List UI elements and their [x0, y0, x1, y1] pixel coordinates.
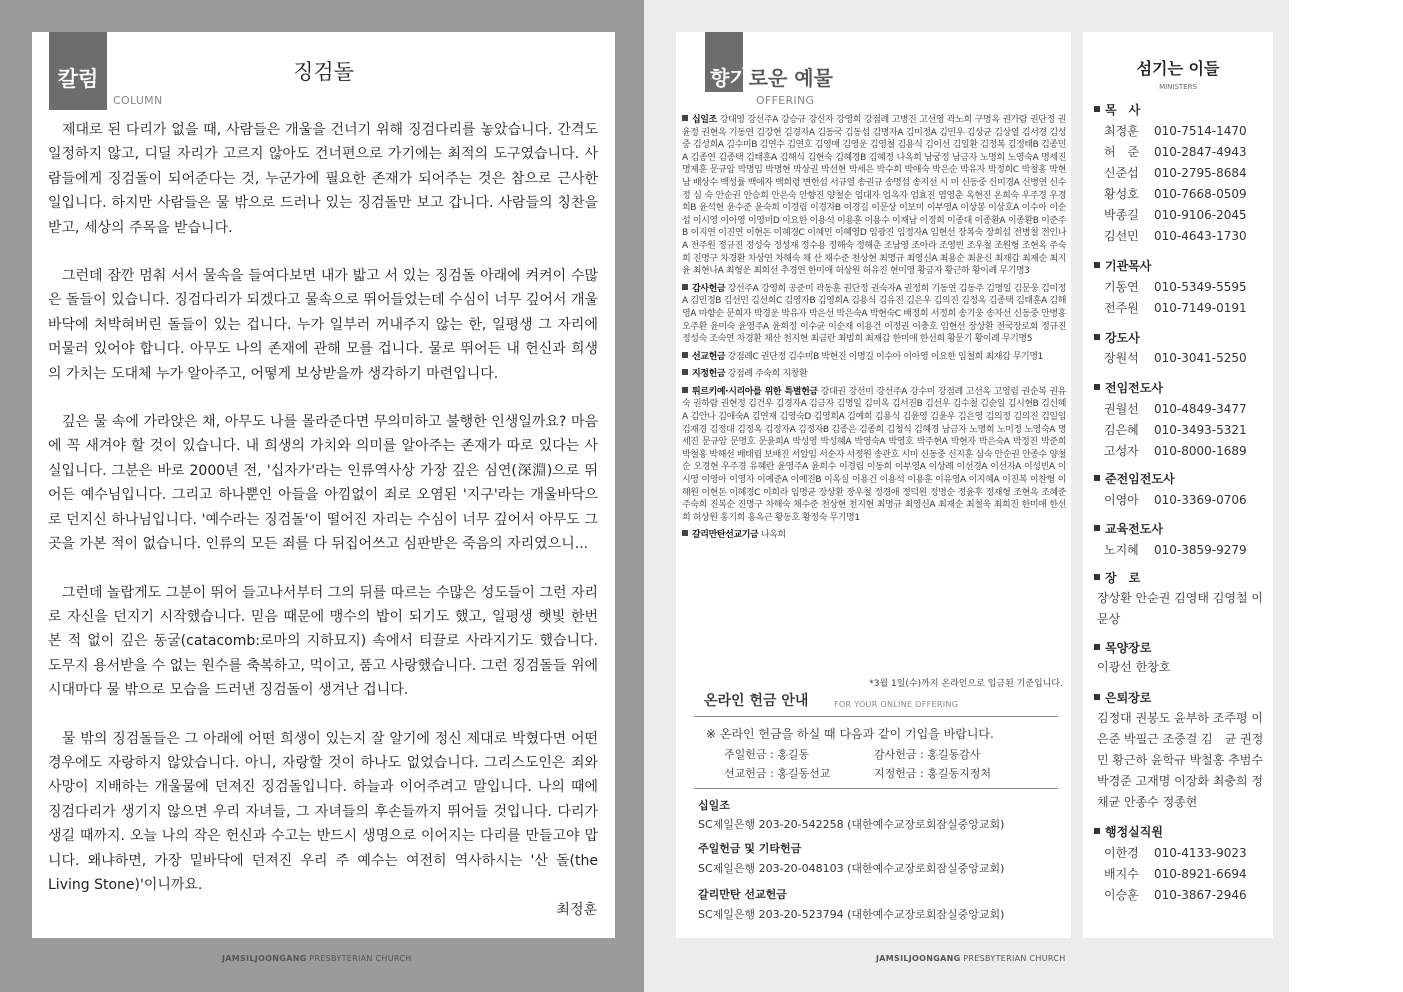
person-name: 이한경: [1104, 846, 1139, 860]
person-phone: 010-2795-8684: [1154, 166, 1247, 180]
offering-group: [682, 114, 1066, 278]
person-name: 전주원: [1104, 301, 1139, 315]
online-intro: ※ 온라인 헌금을 하실 때 다음과 같이 기입을 바랍니다.: [706, 727, 994, 741]
person-row: [1104, 349, 1247, 366]
person-row: [1104, 227, 1247, 244]
person-row: [1104, 491, 1247, 508]
online-offering-sub: FOR YOUR ONLINE OFFERING: [834, 700, 959, 709]
person-name: 허 준: [1104, 145, 1140, 159]
offering-group: [682, 368, 1066, 381]
person-name: 이영아: [1104, 493, 1139, 507]
person-phone: 010-3041-5250: [1154, 351, 1247, 365]
online-example: 감사헌금 : 홍길동감사: [874, 748, 981, 761]
person-row: [1104, 278, 1247, 295]
role-retired-elder: [1094, 689, 1151, 706]
column-paragraph: 물 밖의 징검돌들은 그 아래에 어떤 희생이 있는지 잘 알기에 정신 제대로 박혔다면 어떤 경우에도 자랑하지 않았습니다. 아니, 자랑할 것이 하나도 없었습니다. 그리스도인은 죄와 사망이 지배하는 개울물에 던져진 징검돌입니다. 하늘과 이어주려고 말입니다. 나의 때에 징검다리가 생기지 않으면 우리 자녀들, 그 자녀들의 후손들까지 뛰어들 것입니다. 다리가 생길 때까지. 오늘 나의 작은 헌신과 수고는 반드시 생명으로 이어지는 다리를 만들고야 맙니다. 왜냐하면, 가장 밑바닥에 던져진 우리 주 예수는 여전히 역사하시는 '산 돌(the Living Stone)'이니까요.: [48, 730, 598, 893]
offering-group-names: 나옥희: [760, 530, 786, 541]
role-label: 행정실직원: [1105, 825, 1163, 839]
online-example: 선교헌금 : 홍길동선교: [724, 767, 831, 780]
person-row: [1104, 421, 1247, 438]
footer-right-bold: JAMSILJOONGANG: [876, 954, 961, 963]
person-name: 배지수: [1104, 867, 1139, 881]
person-name: 김선민: [1104, 229, 1139, 243]
square-bullet-icon: [682, 284, 688, 290]
offering-group-names: 강점례 주숙희 지창환: [727, 369, 808, 380]
column-paragraph: 제대로 된 다리가 없을 때, 사람들은 개울을 건너기 위해 징검다리를 놓았습니다. 간격도 일정하지 않고, 디딜 자리가 고르지 않아도 건너편으로 가기에는 최적의 도구였습니다. 사람들에게 징검돌이 되어준다는 것, 누군가에 필요한 존재가 되어주는 것은 참으로 근사한 일입니다. 하지만 사람들은 물 밖으로 드러나 있는 징검돌만 보고 갑니다. 사람들의 칭찬을 받고, 세상의 주목을 받습니다.: [48, 122, 598, 236]
role-preacher: [1094, 329, 1140, 346]
column-paragraph: 그런데 잠깐 멈춰 서서 물속을 들여다보면 내가 밟고 서 있는 징검돌 아래에 켜켜이 수많은 돌들이 있습니다. 징검다리가 되겠다고 물속으로 뛰어들었는데 수심이 너무 깊어서 개울바닥에 처박혀버린 돌들이 있는 겁니다. 누가 일부러 꺼내주지 않는 한, 일평생 그 자리에 머물러 있어야 합니다. 아무도 나의 존재에 관해 모를 겁니다. 물로 뛰어든 내 헌신과 희생의 가치는 도대체 누가 알아주고, 어떻게 보상받을까 생각하기 마련입니다.: [48, 268, 598, 382]
person-row: [1104, 143, 1247, 160]
square-bullet-icon: [1094, 106, 1100, 112]
margin-background: [1289, 0, 1403, 992]
role-elder: [1094, 569, 1140, 586]
offering-title-tag: 향기: [710, 66, 749, 90]
footer-right-rest: PRESBYTERIAN CHURCH: [960, 954, 1066, 963]
person-row: [1104, 206, 1247, 223]
person-name: 이승훈: [1104, 888, 1139, 902]
role-semi-evangelist: [1094, 470, 1175, 487]
ministers-panel: [1083, 32, 1273, 938]
role-label: 목 사: [1105, 103, 1141, 117]
person-name: 최정훈: [1104, 124, 1139, 138]
person-phone: 010-2847-4943: [1154, 145, 1247, 159]
person-name: 박종길: [1104, 208, 1139, 222]
person-phone: 010-3859-9279: [1154, 543, 1247, 557]
person-row: [1104, 886, 1247, 903]
retired-elder-names: 김정대 권봉도 윤부하 조주평 이은준 박필근 조중걸 김 균 권정민 황근하 윤학규 박철홍 추범수 박경준 고재명 이장화 최충희 정채균 안종수 정종현: [1097, 711, 1264, 809]
footer-right: [876, 954, 1066, 963]
role-pastoral-elder: [1094, 639, 1151, 656]
role-org-pastor: [1094, 257, 1151, 274]
account-label: 십일조: [698, 799, 730, 812]
column-tag-sub: COLUMN: [113, 94, 163, 107]
person-row: [1104, 844, 1247, 861]
divider: [694, 788, 1058, 789]
person-name: 장원석: [1104, 351, 1139, 365]
person-name: 김은혜: [1104, 423, 1139, 437]
person-phone: 010-3867-2946: [1154, 888, 1247, 902]
square-bullet-icon: [682, 352, 688, 358]
person-phone: 010-7668-0509: [1154, 187, 1247, 201]
square-bullet-icon: [1094, 828, 1100, 834]
person-phone: 010-9106-2045: [1154, 208, 1247, 222]
offering-tag-sub: OFFERING: [756, 94, 815, 107]
person-name: 고성자: [1104, 444, 1139, 458]
ministers-sub: MINISTERS: [1159, 83, 1197, 91]
footer-left: [222, 954, 412, 963]
person-name: 황성호: [1104, 187, 1139, 201]
role-full-evangelist: [1094, 379, 1163, 396]
offering-group: [682, 386, 1066, 525]
square-bullet-icon: [1094, 574, 1100, 580]
role-pastor: [1094, 101, 1140, 118]
person-row: [1104, 299, 1247, 316]
square-bullet-icon: [1094, 384, 1100, 390]
offering-group-label: 지정헌금: [692, 369, 726, 380]
offering-group-names: 강선주A 강영희 공준미 곽동훈 권단정 권숙자A 권정희 기동연 김동주 김명일 김문웅 김미정A 김민정B 김선민 김선희C 김영자B 김영희A 김용식 김유진 김은우 김의진 김정옥 김종택 김태훈A 김해영A 마향순 문희자 박경운 박유자 박은선 박은숙A 박현숙C 배정희 서정희 송기웅 송자선 신동중 안병홍 오주환 윤미숙 윤영주A 윤희정 이수균 이순재 이용건 이정권 이충호 임현선 장상환 전국장로회 정규진 정성숙 조숙연 차경환 채산 천지현 최금란 최범희 최재갑 한미애 한선희 황문기 황이례 무기명5: [682, 283, 1066, 345]
footer-left-rest: PRESBYTERIAN CHURCH: [306, 954, 412, 963]
offering-group-label: 감사헌금: [692, 283, 726, 294]
offering-group: [682, 529, 1066, 542]
person-phone: 010-4643-1730: [1154, 229, 1247, 243]
divider: [694, 716, 1058, 717]
role-label: 전임전도사: [1105, 381, 1163, 395]
square-bullet-icon: [1094, 694, 1100, 700]
column-paragraph: 그런데 놀랍게도 그분이 뛰어 들고나서부터 그의 뒤를 따르는 수많은 성도들이 그런 자리로 자신을 던지기 시작했습니다. 믿음 때문에 맹수의 밥이 되기도 했고, 일평생 햇빛 한번 본 적 없이 깊은 동굴(catacomb:로마의 지하묘지) 속에서 티끌로 사라지기도 했습니다. 도무지 용서받을 수 없는 원수를 축복하고, 먹이고, 품고 사랑했습니다. 그런 징검돌들 위에 시대마다 물 밖으로 모습을 드러낸 징검돌이 생겨난 겁니다.: [48, 584, 598, 699]
role-label: 은퇴장로: [1105, 691, 1152, 705]
square-bullet-icon: [682, 530, 688, 536]
footer-left-bold: JAMSILJOONGANG: [222, 954, 307, 963]
offering-title-rest: 로운 예물: [748, 66, 833, 90]
role-label: 목양장로: [1105, 641, 1152, 655]
offering-group-names: 강점례C 권단정 김수미B 박현진 이명길 이수아 이아영 이요한 임철희 최재갑 무기명1: [727, 351, 1043, 362]
column-tag: 칼럼: [49, 32, 107, 110]
person-name: 노지혜: [1104, 543, 1139, 557]
person-row: [1104, 164, 1247, 181]
online-example: 지정헌금 : 홍길동지정처: [874, 767, 991, 780]
offering-list: [682, 114, 1066, 547]
person-row: [1104, 400, 1247, 417]
offering-group-label: 십일조: [692, 115, 717, 125]
account-label: 갈리만탄 선교헌금: [698, 888, 787, 901]
role-edu-evangelist: [1094, 520, 1163, 537]
account-value: SC제일은행 203-20-523794 (대한예수교장로회잠실중앙교회): [698, 908, 1005, 921]
square-bullet-icon: [1094, 475, 1100, 481]
person-phone: 010-4849-3477: [1154, 402, 1247, 416]
role-label: 장 로: [1105, 571, 1141, 585]
square-bullet-icon: [1094, 644, 1100, 650]
person-phone: 010-7514-1470: [1154, 124, 1247, 138]
role-label: 준전임전도사: [1105, 472, 1175, 486]
offering-group: [682, 283, 1066, 346]
elder-names: 장상환 안순권 김영태 김영철 이문상: [1097, 591, 1263, 626]
person-phone: 010-3369-0706: [1154, 493, 1247, 507]
person-phone: 010-8000-1689: [1154, 444, 1247, 458]
square-bullet-icon: [682, 387, 688, 393]
offering-title: [710, 62, 833, 91]
square-bullet-icon: [682, 369, 688, 375]
person-phone: 010-8921-6694: [1154, 867, 1247, 881]
person-name: 신준섭: [1104, 166, 1139, 180]
offering-group: [682, 351, 1066, 364]
role-label: 교육전도사: [1105, 522, 1163, 536]
person-row: [1104, 865, 1247, 882]
column-panel: [32, 32, 615, 938]
person-row: [1104, 185, 1247, 202]
account-value: SC제일은행 203-20-542258 (대한예수교장로회잠실중앙교회): [698, 818, 1005, 831]
online-example: 주일헌금 : 홍길동: [724, 748, 810, 761]
person-phone: 010-5349-5595: [1154, 280, 1247, 294]
column-title: 징검돌: [293, 60, 354, 84]
offering-panel: [676, 32, 1071, 938]
person-name: 권월선: [1104, 402, 1139, 416]
offering-group-names: 강대영 강선주A 강승규 강신자 강영희 강점례 고병진 고선영 곽노희 구명옥 권가람 권단정 권윤정 권현옥 기동연 김강현 김경자A 김동국 김동섭 김명자A 김미정A 김민우 김상균 김상열 김서경 김성중 김성희A 김수미B 김연수 김연호 김영매 김영운 김영철 김용식 김이선 김일환 김정복 김정태B 김종민A 김종연 김종택 김태훈A 김해식 김현숙 김혜경B 김혜정 나옥희 남궁정 남금자 노명희 노영숙A 명세진 명제훈 문규암 박명임 박명현 박상권 박선현 박세은 박수희 박애숙 박은순 박유자 박정희C 박철홍 박현남 배상수 백성률 백애자 백희령 변헌섭 서규열 송권규 송명섭 송지선 시 미 신동중 신미경A 신병연 신수정 심 숙 안순권 안승희 안은숙 안향진 양철순 엄대자 엄옥자 엄효진 염영춘 옥현진 온희숙 우주경 우경희B 윤석현 윤수준 윤숙희 이경림 이경자B 이경길 이문상 이보미 이부영A 이상봉 이상호A 이수아 이순섭 이시영 이아영 이영미D 이요한 이용석 이용훈 이용수 이재남 이정희 이종대 이종환A 이종환B 이준주B 이지연 이진연 이현돈 이혜경C 이혜민 이혜영D 임광진 임정자A 임현선 장복숙 장희섭 전병철 전인나A 전주원 정규진 정성숙 정성재 정수용 정해숙 정해춘 조남영 조아라 조영빈 조우철 조원형 조현옥 주숙희 진명구 차경환 차상연 차해숙 채 산 채수준 천상현 최명규 최영신A 최용순 최윤신 최재갑 최재순 최지윤 최현나A 최형운 최희선 추경연 한미애 허상원 허유진 현미영 황금자 황근하 황이례 무기명3: [682, 115, 1066, 277]
pastoral-elder-names: 이광선 한창호: [1097, 660, 1171, 674]
person-row: [1104, 122, 1247, 139]
offering-group-label: 갈리만탄선교기금: [692, 530, 759, 541]
person-name: 기동연: [1104, 280, 1139, 294]
person-row: [1104, 442, 1247, 459]
person-phone: 010-4133-9023: [1154, 846, 1247, 860]
square-bullet-icon: [1094, 525, 1100, 531]
column-body: [48, 118, 598, 901]
square-bullet-icon: [1094, 334, 1100, 340]
ministers-title: 섬기는 이들: [1136, 59, 1220, 78]
square-bullet-icon: [682, 115, 688, 121]
person-phone: 010-3493-5321: [1154, 423, 1247, 437]
square-bullet-icon: [1094, 262, 1100, 268]
role-office-staff: [1094, 823, 1163, 840]
role-label: 기관목사: [1105, 259, 1152, 273]
account-value: SC제일은행 203-20-048103 (대한예수교장로회잠실중앙교회): [698, 862, 1005, 875]
offering-group-label: 선교헌금: [692, 351, 726, 362]
account-label: 주일헌금 및 기타헌금: [698, 842, 802, 855]
offering-group-names: 강대권 강선미 강선주A 강수미 강점례 고선옥 고영림 권순복 권유숙 권하람 권현정 김건우 김경자A 김금자 김명일 김미옥 김서진B 김선우 김수철 김순일 김시현B 김신혜A 김안나 김애숙A 김연재 김영숙D 김영희A 김예희 김용식 김윤영 김윤우 김은영 김의정 김의진 김일임 김재경 김정대 김정옥 김정자A 김정자B 김종은 김종희 김청식 김혜경 남금자 노명희 노미정 노영숙A 명세진 문규암 문명호 문윤희A 박성영 박성혜A 박영숙A 박영호 박주현A 박현자 박은숙A 박정진 박준희 박철홍 박해선 배태림 보배진 서알임 서순자 서정원 송관호 시미 신동중 신지훈 심숙 안순권 안종수 양철순 오경현 우주경 유혜란 윤영주A 윤희수 이경림 이동희 이부영A 이상례 이선경A 이선자A 이성빈A 이시영 이영아 이영자 이예준A 이예진B 이옥실 이용건 이용석 이용훈 이유영A 이지혜A 이진복 이찬형 이해원 이현돈 이혜경C 이희라 임명균 장상환 장우철 정경애 정덕원 정명순 정윤후 정재형 조현옥 조혜준 주숙희 진복순 진명구 차해숙 채수준 천상현 천지현 최명규 최영신A 최재순 최철욱 최희진 한미애 한선희 허상원 홍기희 홍옥근 황동호 황정숙 무기명1: [682, 386, 1066, 523]
offering-note: *3월 1일(수)까지 온라인으로 입금된 기준입니다.: [869, 679, 1063, 689]
role-label: 강도사: [1105, 331, 1140, 345]
column-author: 최정훈: [556, 902, 597, 918]
person-phone: 010-7149-0191: [1154, 301, 1247, 315]
column-paragraph: 깊은 물 속에 가라앉은 채, 아무도 나를 몰라준다면 무의미하고 불행한 인생일까요? 마음에 꼭 새겨야 할 것이 있습니다. 내 희생의 가치와 의미를 알아주는 존재가 따로 있다는 사실입니다. 그분은 바로 2000년 전, '십자가'라는 인류역사상 가장 깊은 심연(深淵)으로 뛰어든 예수님입니다. 그리고 하나뿐인 아들을 아낌없이 죄로 오염된 '지구'라는 개울바닥으로 던지신 하나님입니다. '예수라는 징검돌'이 떨어진 자리는 수심이 너무 깊어서 아무도 그 곳을 가본 적이 없습니다. 인류의 모든 죄를 다 뒤집어쓰고 심판받은 죽음의 자리였으니...: [48, 414, 598, 553]
offering-group-label: 튀르키예·시리아를 위한 특별헌금: [692, 386, 818, 397]
person-row: [1104, 541, 1247, 558]
online-offering-title: 온라인 헌금 안내: [704, 693, 809, 709]
